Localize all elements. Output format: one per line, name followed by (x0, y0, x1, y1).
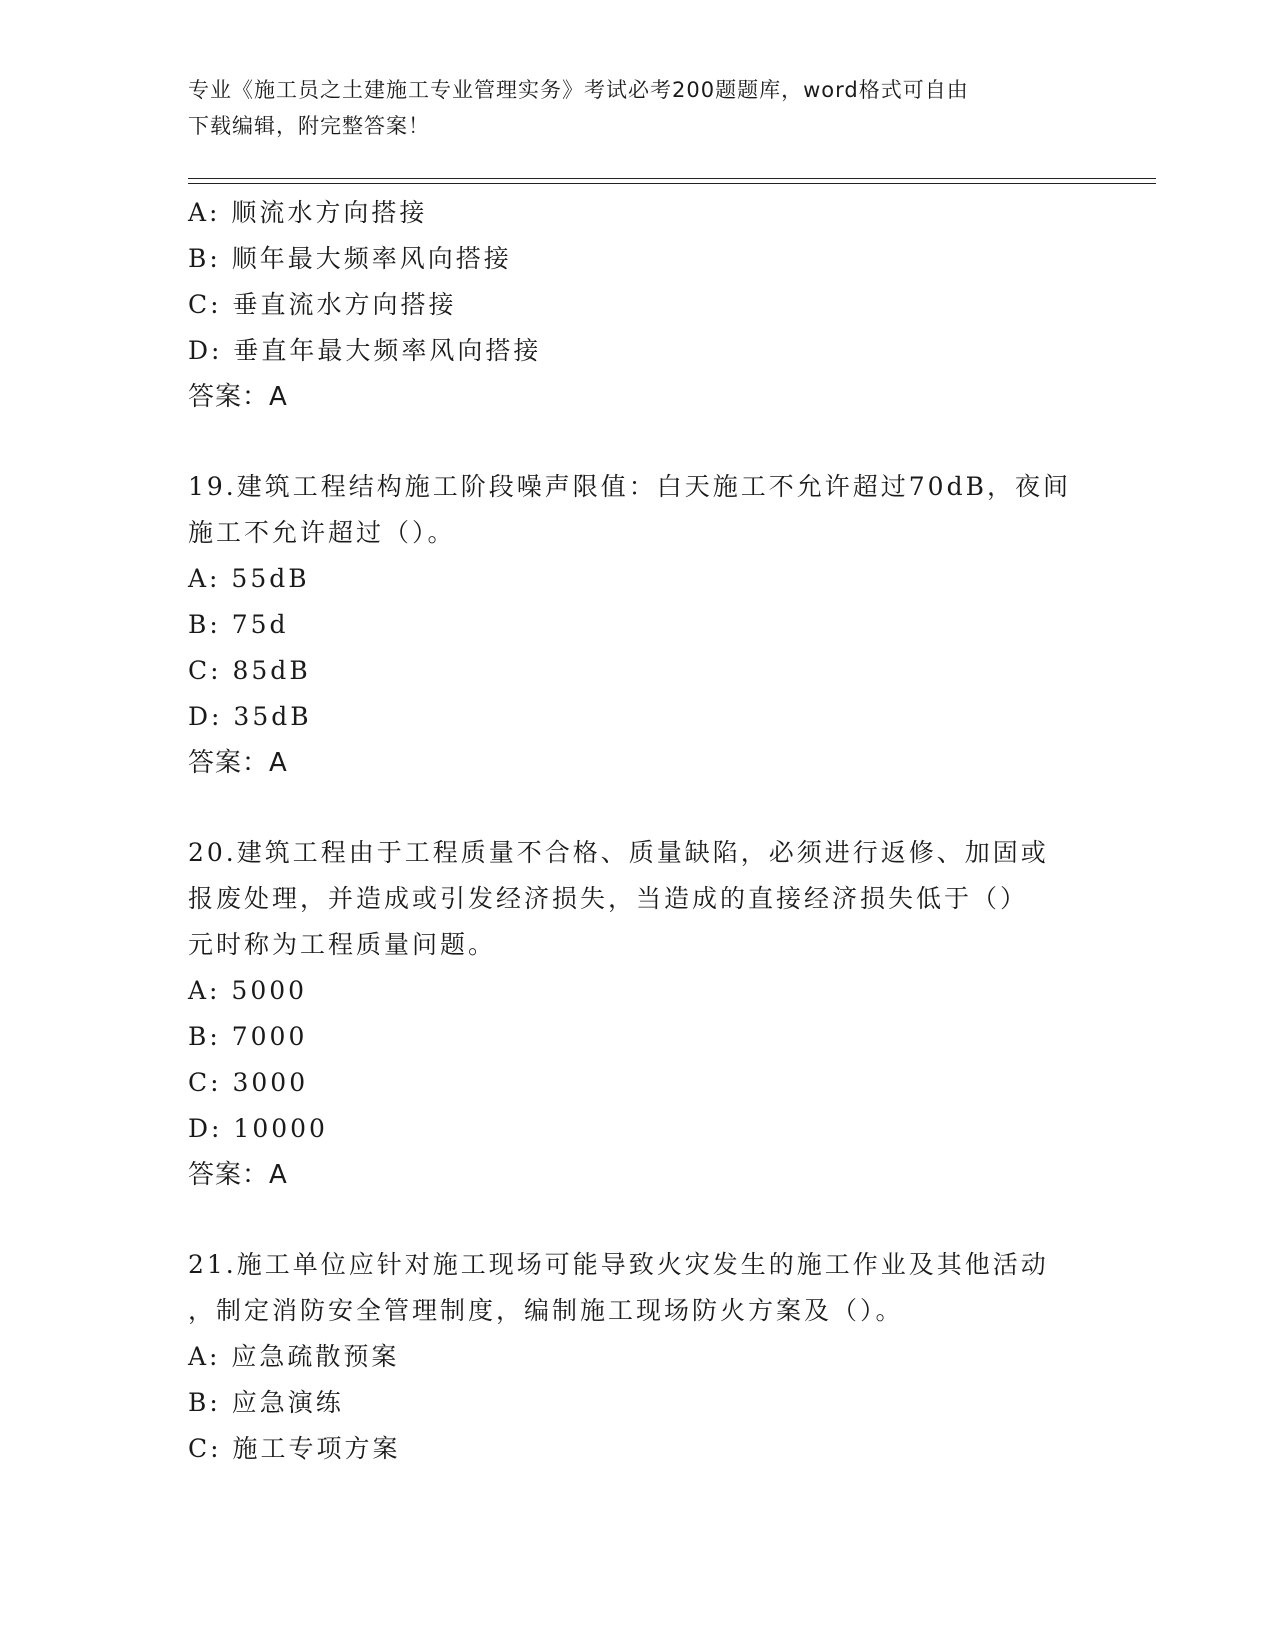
option-c: C: 85dB (188, 656, 311, 685)
header-line-2: 下载编辑，附完整答案！ (188, 114, 430, 138)
question-18-fragment (188, 190, 1088, 420)
option-c: C: 垂直流水方向搭接 (188, 290, 457, 319)
question-stem-line: 21.施工单位应针对施工现场可能导致火灾发生的施工作业及其他活动 (188, 1250, 1049, 1279)
question-stem-line: 报废处理，并造成或引发经济损失，当造成的直接经济损失低于（） (188, 884, 1029, 913)
question-stem-line: 19.建筑工程结构施工阶段噪声限值：白天施工不允许超过70dB，夜间 (188, 472, 1071, 501)
question-list (188, 190, 1088, 1472)
option-d: D: 10000 (188, 1114, 328, 1143)
answer-line: 答案：A (188, 748, 288, 778)
document-header (188, 72, 1088, 144)
question-20 (188, 830, 1088, 1198)
option-a: A: 55dB (188, 564, 310, 593)
option-a: A: 5000 (188, 976, 308, 1005)
option-a: A: 应急疏散预案 (188, 1342, 400, 1371)
option-b: B: 7000 (188, 1022, 308, 1051)
option-d: D: 垂直年最大频率风向搭接 (188, 336, 542, 365)
question-stem-line: 施工不允许超过（）。 (188, 518, 456, 547)
option-d: D: 35dB (188, 702, 312, 731)
option-b: B: 75d (188, 610, 289, 639)
question-stem-line: 20.建筑工程由于工程质量不合格、质量缺陷，必须进行返修、加固或 (188, 838, 1049, 867)
answer-line: 答案：A (188, 1160, 288, 1190)
option-c: C: 施工专项方案 (188, 1434, 401, 1463)
header-rule-top (188, 178, 1156, 179)
answer-line: 答案：A (188, 382, 288, 412)
header-rule-bottom (188, 183, 1156, 184)
option-c: C: 3000 (188, 1068, 309, 1097)
header-line-1: 专业《施工员之土建施工专业管理实务》考试必考200题题库，word格式可自由 (188, 78, 969, 102)
option-a: A: 顺流水方向搭接 (188, 198, 428, 227)
option-b: B: 应急演练 (188, 1388, 344, 1417)
question-21 (188, 1242, 1088, 1472)
question-stem-line: 元时称为工程质量问题。 (188, 930, 497, 959)
question-19 (188, 464, 1088, 786)
question-stem-line: ，制定消防安全管理制度，编制施工现场防火方案及（）。 (188, 1296, 904, 1325)
option-b: B: 顺年最大频率风向搭接 (188, 244, 512, 273)
